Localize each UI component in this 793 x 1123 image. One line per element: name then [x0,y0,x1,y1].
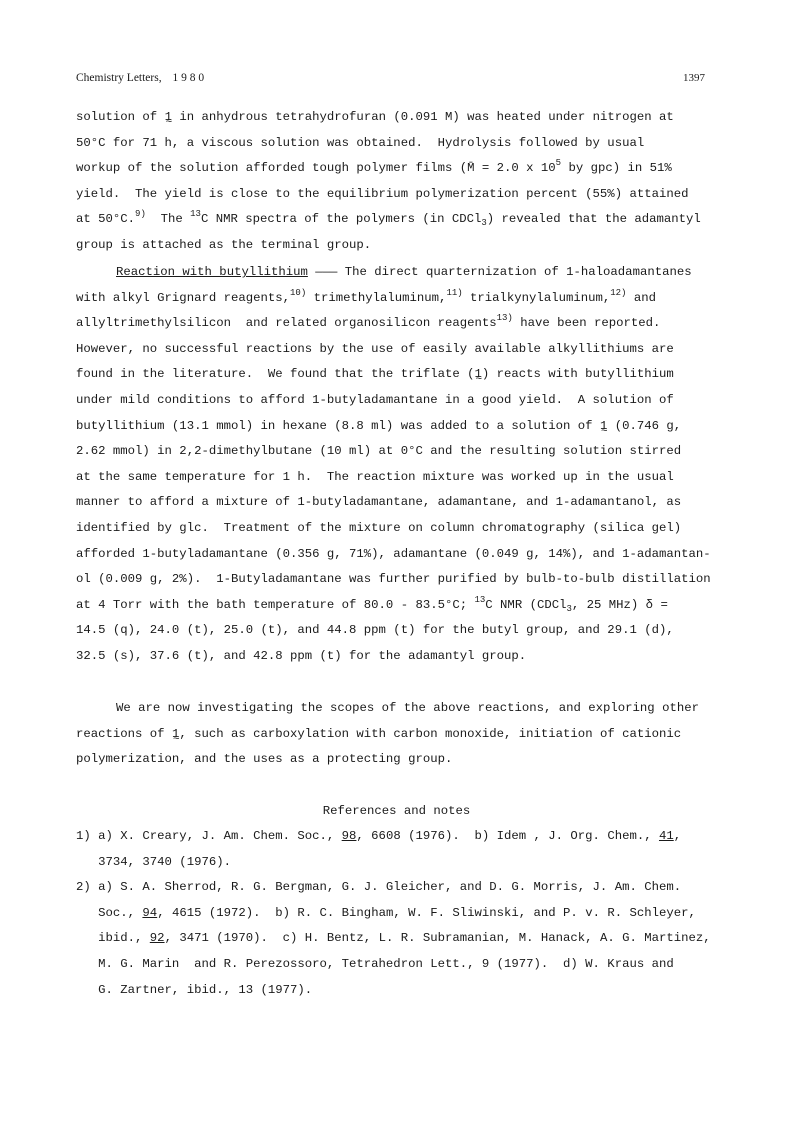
paragraph-1-line: at 50°C.$^{9)}$ The $^{13}$C NMR spectra of the polymers (in CDCl$_3$) revealed that the adamantyl [76,209,701,229]
paragraph-1-line: group is attached as the terminal group. [76,238,372,252]
reference-line: 3734, 3740 (1976). [76,854,231,869]
paragraph-3-line: polymerization, and the uses as a protecting group. [76,752,453,767]
paragraph-2-line: ol (0.009 g, 2%). 1-Butyladamantane was further purified by bulb-to-bulb distillation [76,572,711,587]
reference-line: 2) a) S. A. Sherrod, R. G. Bergman, G. J. Gleicher, and D. G. Morris, J. Am. Chem. [76,880,682,895]
underlined-text: Reaction with butyllithium [116,265,308,279]
page-number: 1397 [683,72,705,84]
reference-line: G. Zartner, ibid., 13 (1977). [76,982,313,997]
reference-line: Soc., 94, 4615 (1972). b) R. C. Bingham, W. F. Sliwinski, and P. v. R. Schleyer, [76,905,696,920]
underlined-text: 92 [149,931,165,946]
superscript: 5 [555,158,562,169]
superscript: 13) [496,313,513,324]
compound-number: 1 ~ [474,367,481,381]
reference-line: ibid., 92, 3471 (1970). c) H. Bentz, L. R. Subramanian, M. Hanack, A. G. Martinez, [76,931,711,946]
superscript: 9) [135,209,146,220]
superscript: 12) [610,287,627,298]
compound-number: 1 ~ [165,110,172,124]
paragraph-1-line: workup of the solution afforded tough polymer films (M̄ = 2.0 x $10^5$ by gpc) in 51% [76,158,672,176]
reference-line: 1) a) X. Creary, J. Am. Chem. Soc., 98, 6608 (1976). b) Idem , J. Org. Chem., 41, [76,829,682,843]
underlined-text: 98 [341,829,357,843]
paragraph-2-line: Reaction with butyllithium ——— The direct quarternization of 1-haloadamantanes [116,265,692,279]
superscript: 13 [474,594,486,605]
paragraph-1-line: 50°C for 71 h, a viscous solution was obtained. Hydrolysis followed by usual [76,135,645,150]
subscript: 3 [566,603,572,614]
running-head [76,72,204,84]
paragraph-2-line: at the same temperature for 1 h. The reaction mixture was worked up in the usual [76,469,674,484]
references-heading: References and notes [322,804,471,818]
superscript: 13 [190,209,201,220]
paragraph-2-line: 32.5 (s), 37.6 (t), and 42.8 ppm (t) for the adamantyl group. [76,649,527,663]
paragraph-2-line: butyllithium (13.1 mmol) in hexane (8.8 ml) was added to a solution of 1 ~ (0.746 g, [76,419,681,433]
underlined-text: 41 [658,829,674,843]
paragraph-2-line: afforded 1-butyladamantane (0.356 g, 71%), adamantane (0.049 g, 14%), and 1-adamantan- [76,546,711,561]
reference-line: M. G. Marin and R. Perezossoro, Tetrahedron Lett., 9 (1977). d) W. Kraus and [76,957,674,971]
paragraph-2-line: found in the literature. We found that the triflate (1 ~) reacts with butyllithium [76,367,674,381]
paragraph-2-line: manner to afford a mixture of 1-butyladamantane, adamantane, and 1-adamantanol, as [76,495,682,510]
paragraph-1-line: yield. The yield is close to the equilibrium polymerization percent (55%) attained [76,186,689,201]
superscript: 10) [290,287,307,298]
paragraph-2-line: identified by glc. Treatment of the mixture on column chromatography (silica gel) [76,521,682,535]
paragraph-1-line: solution of 1 ~ in anhydrous tetrahydrofuran (0.091 M) was heated under nitrogen at [76,110,674,124]
paragraph-2-line: 2.62 mmol) in 2,2-dimethylbutane (10 ml) at 0°C and the resulting solution stirred [76,444,682,459]
compound-number: 1 ~ [600,419,607,433]
subscript: 3 [481,218,487,229]
paragraph-2-line: allyltrimethylsilicon and related organosilicon reagents$^{13)}$ have been reported. [76,313,661,331]
paragraph-2-line: under mild conditions to afford 1-butyladamantane in a good yield. A solution of [76,393,674,407]
paragraph-2-line: with alkyl Grignard reagents,$^{10)}$ trimethylaluminum,$^{11)}$ trialkynylaluminum,$^{12)}$ and [76,287,656,305]
paragraph-2-line: 14.5 (q), 24.0 (t), 25.0 (t), and 44.8 ppm (t) for the butyl group, and 29.1 (d), [76,623,674,638]
paragraph-3-line: reactions of 1 ~, such as carboxylation with carbon monoxide, initiation of cationic [76,727,681,741]
paragraph-2-line: However, no successful reactions by the use of easily available alkyllithiums are [76,341,674,356]
journal-name: Chemistry Letters, [76,72,162,84]
compound-number: 1 ~ [172,727,179,741]
paragraph-3-line: We are now investigating the scopes of the above reactions, and exploring other [116,701,699,715]
paragraph-2-line: at 4 Torr with the bath temperature of 80.0 - 83.5°C; $^{13}$C NMR (CDCl$_3$, 25 MHz) δ = [76,594,668,614]
underlined-text: 94 [142,905,158,920]
superscript: 11) [446,287,463,298]
page-header [76,72,717,88]
journal-year: 1 9 8 0 [172,72,205,84]
